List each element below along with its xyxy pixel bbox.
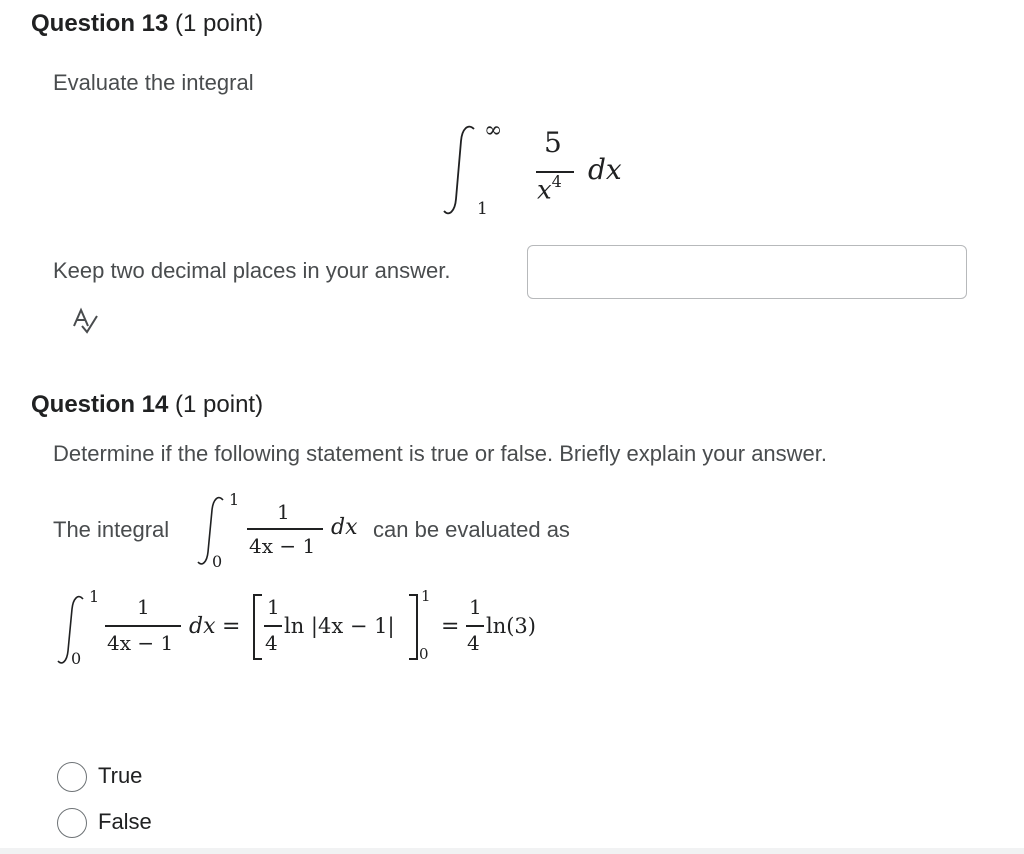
spellcheck-icon[interactable] bbox=[70, 306, 100, 334]
q13-lower-limit: 1 bbox=[477, 199, 488, 219]
true-radio-button[interactable] bbox=[57, 762, 87, 792]
q13-upper-limit: ∞ bbox=[484, 118, 503, 143]
q14-statement-prefix: The integral bbox=[53, 517, 170, 542]
q13-integral-sign bbox=[440, 115, 480, 225]
q14-eval-differential: dx bbox=[189, 614, 216, 639]
q14-statement-differential: dx bbox=[331, 515, 358, 540]
q14-statement-upper: 1 bbox=[229, 490, 240, 509]
q14-statement-denominator: 4x − 1 bbox=[249, 534, 316, 558]
bottom-divider bbox=[0, 848, 1024, 854]
q13-integral-expression bbox=[440, 115, 660, 225]
q13-answer-input[interactable] bbox=[527, 245, 967, 299]
q14-statement-suffix: can be evaluated as bbox=[373, 517, 570, 542]
question-14-points: (1 point) bbox=[175, 391, 264, 418]
q13-numerator: 5 bbox=[544, 126, 562, 159]
q14-evaluation-expression bbox=[55, 585, 575, 675]
q14-eval-result-log: ln(3) bbox=[486, 614, 536, 638]
q14-eval-left-bracket bbox=[250, 593, 264, 663]
q14-eval-result-fraction-bar bbox=[466, 625, 484, 627]
q14-eval-inner-fraction-bar bbox=[264, 625, 282, 627]
question-14-prompt: Determine if the following statement is true or false. Briefly explain your answer. bbox=[53, 441, 828, 466]
q14-eval-result-den: 4 bbox=[467, 631, 480, 655]
q14-eval-lower: 0 bbox=[71, 649, 82, 668]
question-13-title: Question 13 bbox=[31, 10, 169, 37]
q14-eval-upper: 1 bbox=[89, 587, 100, 606]
question-13-prompt: Evaluate the integral bbox=[53, 70, 254, 95]
q14-eval-bracket-upper: 1 bbox=[421, 587, 431, 605]
q14-eval-denominator: 4x − 1 bbox=[107, 631, 174, 655]
question-13-points: (1 point) bbox=[175, 10, 264, 37]
false-option-label[interactable]: False bbox=[98, 809, 152, 834]
question-14-title: Question 14 bbox=[31, 391, 169, 418]
q14-eval-bracket-lower: 0 bbox=[419, 645, 429, 663]
q14-statement-lower: 0 bbox=[212, 552, 223, 571]
question-13-instruction: Keep two decimal places in your answer. bbox=[53, 258, 451, 283]
q14-eval-numerator: 1 bbox=[137, 595, 150, 619]
q13-denominator: $x^4$ bbox=[537, 172, 562, 206]
q14-eval-equals: = bbox=[222, 614, 241, 639]
q14-eval-log-expr: ln |4x − 1| bbox=[284, 614, 395, 638]
question-13-header bbox=[31, 10, 263, 38]
q14-eval-result-num: 1 bbox=[469, 595, 482, 619]
q14-statement-numerator: 1 bbox=[277, 500, 290, 524]
q13-differential: dx bbox=[588, 153, 622, 186]
q14-eval-equals-2: = bbox=[441, 614, 460, 639]
q14-statement-integral bbox=[195, 488, 375, 574]
q14-eval-inner-frac-num: 1 bbox=[267, 595, 280, 619]
q14-statement-fraction-bar bbox=[247, 528, 323, 530]
true-option-label[interactable]: True bbox=[98, 763, 143, 788]
question-14-header bbox=[31, 391, 263, 419]
false-radio-button[interactable] bbox=[57, 808, 87, 838]
q14-eval-inner-frac-den: 4 bbox=[265, 631, 278, 655]
q14-eval-fraction-bar bbox=[105, 625, 181, 627]
